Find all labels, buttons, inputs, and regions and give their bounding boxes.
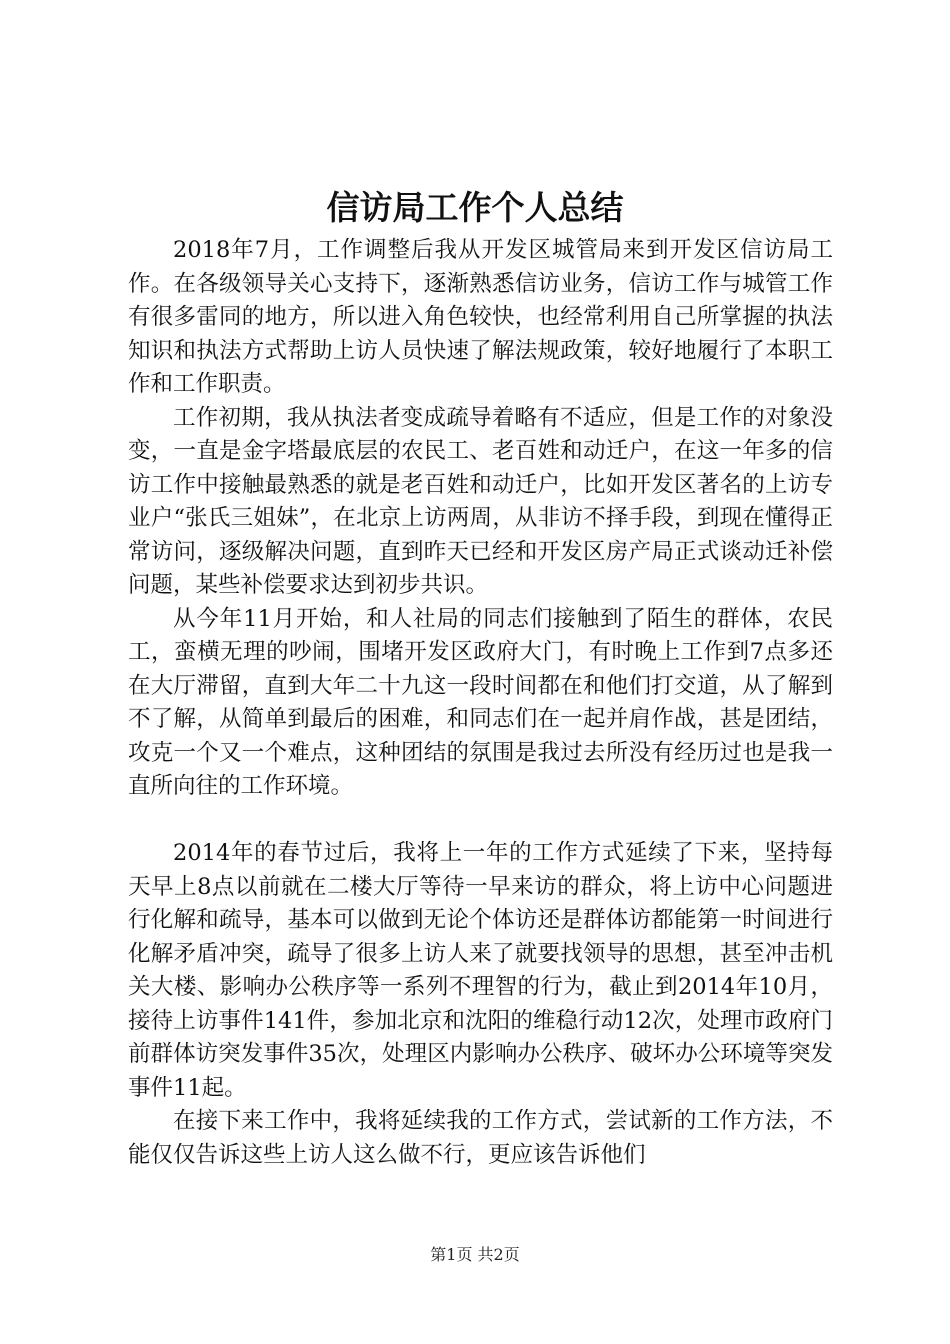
paragraph: 在接下来工作中，我将延续我的工作方式，尝试新的工作方法，不能仅仅告诉这些上访人这么做不行，更应该告诉他们: [128, 1108, 833, 1168]
paragraph: 2014年的春节过后，我将上一年的工作方式延续了下来，坚持每天早上8点以前就在二楼大厅等待一早来访的群众，将上访中心问题进行化解和疏导，基本可以做到无论个体访还是群体访都能第一时间进行化解矛盾冲突，疏导了很多上访人来了就要找领导的思想，甚至冲击机关大楼、影响办公秩序等一系列不理智的行为，截止到2014年10月，接待上访事件141件，参加北京和沈阳的维稳行动12次，处理市政府门前群体访突发事件35次，处理区内影响办公秩序、破坏办公环境等突发事件11起。: [128, 840, 833, 1101]
paragraph: 工作初期，我从执法者变成疏导着略有不适应，但是工作的对象没变，一直是金字塔最底层的农民工、老百姓和动迁户，在这一年多的信访工作中接触最熟悉的就是老百姓和动迁户，比如开发区著名的上访专业户“张氏三姐妹”，在北京上访两周，从非访不择手段，到现在懂得正常访问，逐级解决问题，直到昨天已经和开发区房产局正式谈动迁补偿问题，某些补偿要求达到初步共识。: [128, 404, 833, 598]
document-title: 信访局工作个人总结: [326, 188, 624, 227]
paragraph: 2018年7月，工作调整后我从开发区城管局来到开发区信访局工作。在各级领导关心支持下，逐渐熟悉信访业务，信访工作与城管工作有很多雷同的地方，所以进入角色较快，也经常利用自己所掌握的执法知识和执法方式帮助上访人员快速了解法规政策，较好地履行了本职工作和工作职责。: [128, 237, 833, 397]
document-body: [128, 234, 833, 1172]
paragraph-spacer: [128, 804, 833, 838]
page-number-footer: 第1页 共2页: [430, 1245, 520, 1264]
paragraph: 从今年11月开始，和人社局的同志们接触到了陌生的群体，农民工，蛮横无理的吵闹，围堵开发区政府大门，有时晚上工作到7点多还在大厅滞留，直到大年二十九这一段时间都在和他们打交道，从了解到不了解，从简单到最后的困难，和同志们在一起并肩作战，甚是团结，攻克一个又一个难点，这种团结的氛围是我过去所没有经历过也是我一直所向往的工作环境。: [128, 605, 833, 799]
